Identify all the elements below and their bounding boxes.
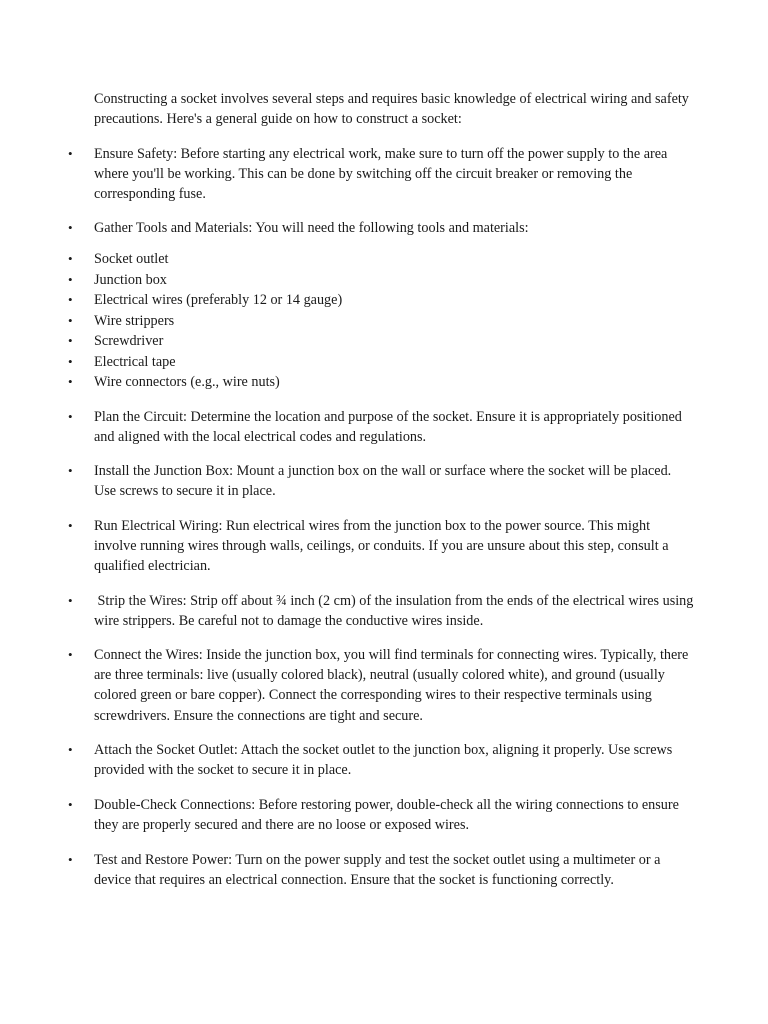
list-item-ensure-safety (68, 144, 694, 205)
intro-paragraph: Constructing a socket involves several steps and requires basic knowledge of electrical wiring and safety precautions. Here's a general guide on how to construct a socket: (94, 91, 689, 128)
bullet-icon: • (68, 852, 73, 867)
list-item-text: Electrical tape (94, 354, 176, 370)
list-item-electrical-tape (68, 352, 694, 372)
list-item-text: Screwdriver (94, 333, 164, 349)
bullet-icon: • (68, 409, 73, 424)
bullet-icon: • (68, 333, 73, 348)
bullet-icon: • (68, 354, 73, 369)
list-item-install-junction-box (68, 461, 694, 501)
list-item-attach-socket (68, 740, 694, 780)
bullet-icon: • (68, 272, 73, 287)
bullet-icon: • (68, 742, 73, 757)
list-item-strip-wires (68, 591, 697, 631)
list-item-text: Socket outlet (94, 251, 169, 267)
bullet-icon: • (68, 292, 73, 307)
list-item-connect-wires (68, 645, 694, 726)
bullet-icon: • (68, 251, 73, 266)
list-item-text: Gather Tools and Materials: You will need the following tools and materials: (94, 220, 529, 236)
list-item-run-wiring (68, 516, 694, 577)
list-item-electrical-wires (68, 290, 694, 310)
bullet-icon: • (68, 220, 73, 235)
bullet-icon: • (68, 593, 73, 608)
bullet-icon: • (68, 313, 73, 328)
list-item-wire-strippers (68, 311, 694, 331)
list-item-junction-box (68, 270, 694, 290)
bullet-icon: • (68, 518, 73, 533)
list-item-text: Double-Check Connections: Before restoring power, double-check all the wiring connections to ensure they are properly secured and there are no loose or exposed wires. (94, 797, 679, 834)
list-item-text: Junction box (94, 272, 167, 288)
list-item-text: Test and Restore Power: Turn on the power supply and test the socket outlet using a multimeter or a device that requires an electrical connection. Ensure that the socket is functioning correctly. (94, 852, 661, 889)
list-item-text: Plan the Circuit: Determine the location and purpose of the socket. Ensure it is appropriately positioned and aligned with the local electrical codes and regulations. (94, 409, 682, 446)
list-item-text: Strip the Wires: Strip off about ¾ inch (2 cm) of the insulation from the ends of the electrical wires using wire strippers. Be careful not to damage the conductive wires inside. (94, 593, 697, 630)
list-item-text: Attach the Socket Outlet: Attach the socket outlet to the junction box, aligning it properly. Use screws provided with the socket to secure it in place. (94, 742, 673, 779)
list-item-text: Electrical wires (preferably 12 or 14 gauge) (94, 292, 343, 308)
list-item-plan-circuit (68, 407, 694, 447)
bullet-icon: • (68, 797, 73, 812)
list-item-text: Ensure Safety: Before starting any electrical work, make sure to turn off the power supply to the area where you'll be working. This can be done by switching off the circuit breaker or removing the corresponding fuse. (94, 146, 668, 203)
bullet-icon: • (68, 374, 73, 389)
list-item-text: Run Electrical Wiring: Run electrical wires from the junction box to the power source. This might involve running wires through walls, ceilings, or conduits. If you are unsure about this step, consult a qualified electrician. (94, 518, 669, 575)
bullet-icon: • (68, 463, 73, 478)
list-item-text: Wire strippers (94, 313, 175, 329)
list-item-text: Connect the Wires: Inside the junction box, you will find terminals for connecting wires. Typically, there are three terminals: live (usually colored black), neutral (usually colored white), and ground (usually colored green or bare copper). Connect the corresponding wires to their respective terminals using screwdrivers. Ensure the connections are tight and secure. (94, 647, 689, 724)
list-item-wire-connectors (68, 372, 694, 392)
bullet-icon: • (68, 647, 73, 662)
list-item-gather-tools (68, 218, 694, 238)
list-item-double-check (68, 795, 694, 835)
list-item-test-restore (68, 850, 694, 890)
list-item-text: Install the Junction Box: Mount a junction box on the wall or surface where the socket will be placed. Use screws to secure it in place. (94, 463, 672, 500)
list-item-socket-outlet (68, 249, 694, 269)
list-item-text: Wire connectors (e.g., wire nuts) (94, 374, 280, 390)
bullet-icon: • (68, 146, 73, 161)
list-item-screwdriver (68, 331, 694, 351)
